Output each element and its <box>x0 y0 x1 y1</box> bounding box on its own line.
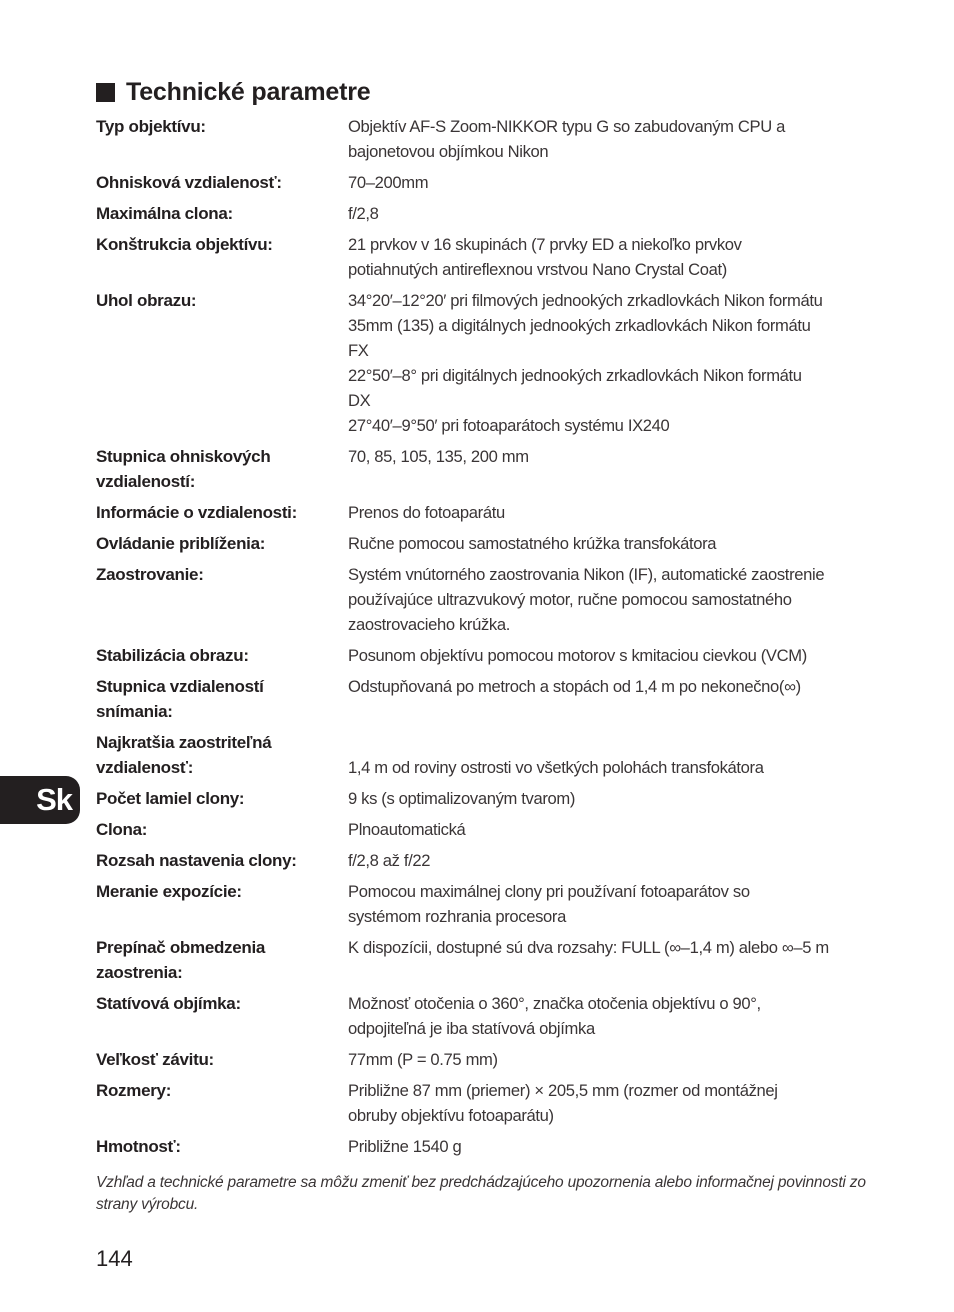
spec-label: Veľkosť závitu: <box>96 1050 214 1069</box>
spec-value <box>348 879 866 935</box>
spec-label: Clona: <box>96 820 148 839</box>
spec-value <box>348 232 866 288</box>
spec-value <box>348 500 866 531</box>
spec-value <box>348 114 866 170</box>
spec-value-line: f/2,8 <box>348 204 379 223</box>
spec-value-line: 22°50′–8° pri digitálnych jednookých zrkadlovkách Nikon formátu <box>348 366 802 385</box>
spec-label: Stabilizácia obrazu: <box>96 646 249 665</box>
spec-value <box>348 201 866 232</box>
spec-value <box>348 531 866 562</box>
spec-value <box>348 730 866 786</box>
spec-value-line: 9 ks (s optimalizovaným tvarom) <box>348 789 576 808</box>
spec-value <box>348 562 866 643</box>
spec-row <box>96 444 866 500</box>
spec-label: Konštrukcia objektívu: <box>96 235 273 254</box>
spec-value <box>348 1134 866 1165</box>
spec-label: Zaostrovanie: <box>96 565 204 584</box>
spec-value-line: 70–200mm <box>348 173 429 192</box>
spec-label: Najkratšia zaostriteľná vzdialenosť: <box>96 733 272 777</box>
spec-value-line: zaostrovacieho krúžka. <box>348 615 511 634</box>
spec-value <box>348 1047 866 1078</box>
spec-value-line: Plnoautomatická <box>348 820 466 839</box>
spec-label: Typ objektívu: <box>96 117 206 136</box>
spec-label: Stupnica vzdialeností snímania: <box>96 677 264 721</box>
page-number: 144 <box>96 1246 133 1271</box>
spec-value-line: 1,4 m od roviny ostrosti vo všetkých polohách transfokátora <box>348 758 764 777</box>
spec-value-line: f/2,8 až f/22 <box>348 851 431 870</box>
spec-row <box>96 562 866 643</box>
spec-row <box>96 1134 866 1165</box>
spec-row <box>96 170 866 201</box>
spec-table-body <box>96 114 866 1165</box>
spec-table <box>96 114 866 1165</box>
spec-value-line: DX <box>348 391 371 410</box>
spec-value-line: Ručne pomocou samostatného krúžka transfokátora <box>348 534 717 553</box>
spec-value <box>348 848 866 879</box>
spec-label: Prepínač obmedzenia zaostrenia: <box>96 938 266 982</box>
spec-label: Meranie expozície: <box>96 882 242 901</box>
spec-label: Počet lamiel clony: <box>96 789 245 808</box>
spec-row <box>96 114 866 170</box>
spec-row <box>96 1078 866 1134</box>
spec-value <box>348 786 866 817</box>
spec-value-line: odpojiteľná je iba statívová objímka <box>348 1019 595 1038</box>
spec-value-line: 35mm (135) a digitálnych jednookých zrkadlovkách Nikon formátu <box>348 316 811 335</box>
spec-value <box>348 444 866 500</box>
spec-value-line: potiahnutých antireflexnou vrstvou Nano Crystal Coat) <box>348 260 727 279</box>
spec-row <box>96 879 866 935</box>
spec-row <box>96 643 866 674</box>
spec-value-line: používajúce ultrazvukový motor, ručne pomocou samostatného <box>348 590 792 609</box>
spec-label: Maximálna clona: <box>96 204 233 223</box>
spec-value-line: 34°20′–12°20′ pri filmových jednookých zrkadlovkách Nikon formátu <box>348 291 823 310</box>
spec-value-line: Pomocou maximálnej clony pri používaní fotoaparátov so <box>348 882 750 901</box>
spec-row <box>96 786 866 817</box>
spec-value-line: Posunom objektívu pomocou motorov s kmitaciou cievkou (VCM) <box>348 646 807 665</box>
spec-value-line: 70, 85, 105, 135, 200 mm <box>348 447 529 466</box>
spec-label: Rozsah nastavenia clony: <box>96 851 297 870</box>
spec-value-line: Približne 1540 g <box>348 1137 462 1156</box>
spec-value-line: Približne 87 mm (priemer) × 205,5 mm (rozmer od montážnej <box>348 1081 778 1100</box>
heading-square-icon <box>96 83 115 102</box>
spec-row <box>96 1047 866 1078</box>
spec-value-line: Objektív AF-S Zoom-NIKKOR typu G so zabudovaným CPU a <box>348 117 786 136</box>
spec-row <box>96 848 866 879</box>
spec-row <box>96 288 866 444</box>
spec-row <box>96 817 866 848</box>
spec-value <box>348 674 866 730</box>
spec-label: Informácie o vzdialenosti: <box>96 503 297 522</box>
spec-label: Rozmery: <box>96 1081 172 1100</box>
spec-value <box>348 991 866 1047</box>
spec-label: Ovládanie priblíženia: <box>96 534 266 553</box>
spec-value <box>348 643 866 674</box>
spec-value-line: Prenos do fotoaparátu <box>348 503 505 522</box>
spec-value-line: 21 prvkov v 16 skupinách (7 prvky ED a niekoľko prvkov <box>348 235 742 254</box>
spec-row <box>96 500 866 531</box>
spec-row <box>96 531 866 562</box>
spec-value <box>348 170 866 201</box>
spec-label: Uhol obrazu: <box>96 291 197 310</box>
spec-value <box>348 1078 866 1134</box>
disclaimer-note: Vzhľad a technické parametre sa môžu zmeniť bez predchádzajúceho upozornenia alebo informačnej povinnosti zo strany výrobcu. <box>96 1174 866 1213</box>
spec-label: Ohnisková vzdialenosť: <box>96 173 282 192</box>
language-tab: Sk <box>0 776 80 824</box>
spec-value-line: bajonetovou objímkou Nikon <box>348 142 549 161</box>
spec-label: Statívová objímka: <box>96 994 241 1013</box>
spec-row <box>96 730 866 786</box>
spec-label: Hmotnosť: <box>96 1137 181 1156</box>
spec-row <box>96 935 866 991</box>
spec-value-line: obruby objektívu fotoaparátu) <box>348 1106 554 1125</box>
spec-value-line: 77mm (P = 0.75 mm) <box>348 1050 498 1069</box>
section-title: Technické parametre <box>126 78 371 106</box>
spec-label: Stupnica ohniskových vzdialeností: <box>96 447 271 491</box>
spec-value-line: systémom rozhrania procesora <box>348 907 566 926</box>
spec-value-line: 27°40′–9°50′ pri fotoaparátoch systému IX240 <box>348 416 670 435</box>
spec-row <box>96 232 866 288</box>
spec-value-line: Možnosť otočenia o 360°, značka otočenia objektívu o 90°, <box>348 994 761 1013</box>
spec-row <box>96 201 866 232</box>
spec-row <box>96 674 866 730</box>
spec-value <box>348 288 866 444</box>
spec-row <box>96 991 866 1047</box>
section-heading <box>96 78 370 107</box>
spec-value-line: FX <box>348 341 369 360</box>
spec-value-line: Odstupňovaná po metroch a stopách od 1,4 m po nekonečno(∞) <box>348 677 801 696</box>
spec-value-line: Systém vnútorného zaostrovania Nikon (IF), automatické zaostrenie <box>348 565 825 584</box>
spec-value-line: K dispozícii, dostupné sú dva rozsahy: FULL (∞–1,4 m) alebo ∞–5 m <box>348 938 829 957</box>
spec-value <box>348 935 866 991</box>
spec-value <box>348 817 866 848</box>
